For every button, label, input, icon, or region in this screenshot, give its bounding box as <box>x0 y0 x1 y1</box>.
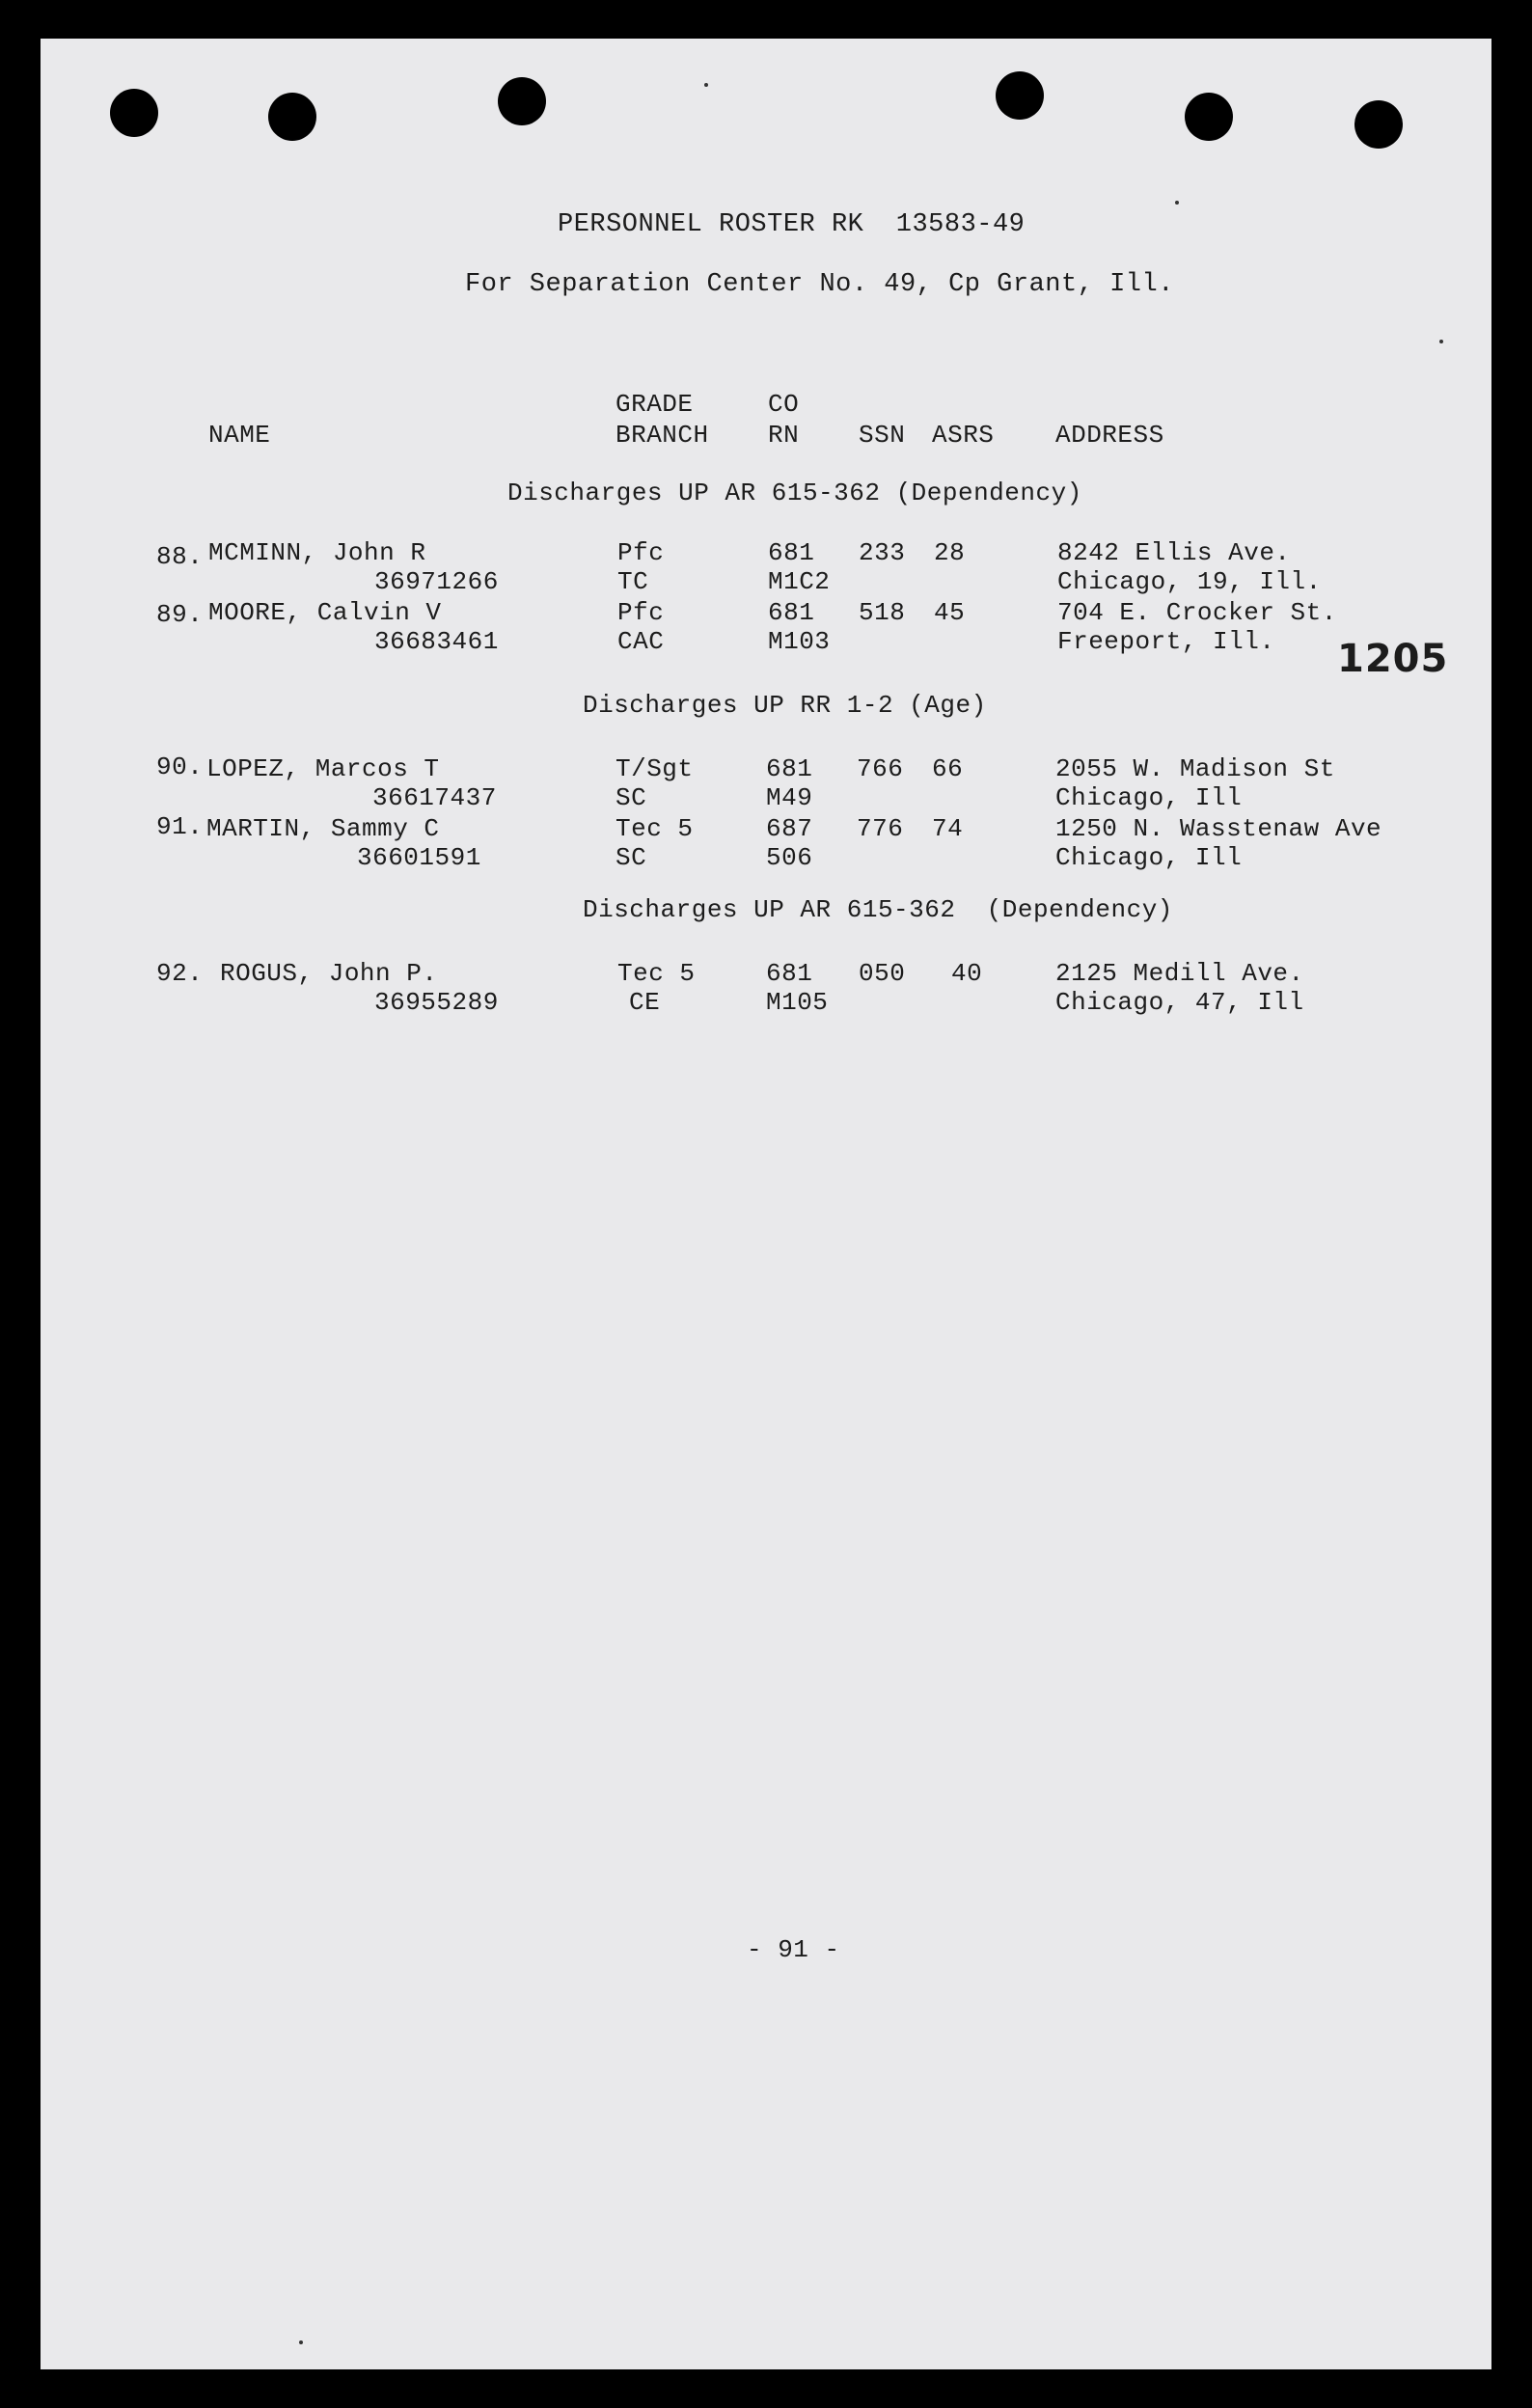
scan-speck <box>1439 340 1443 343</box>
entry-co: 681 <box>766 959 813 988</box>
entry-asrs: 74 <box>932 814 964 843</box>
section-heading: Discharges UP AR 615-362 (Dependency) <box>507 479 1082 507</box>
entry-branch: CAC <box>617 627 665 656</box>
col-header-name: NAME <box>208 421 271 450</box>
entry-name: LOPEZ, Marcos T <box>206 754 440 783</box>
entry-branch: SC <box>616 843 647 872</box>
entry-number: 92. <box>156 959 204 988</box>
col-header-address: ADDRESS <box>1055 421 1164 450</box>
entry-co: 687 <box>766 814 813 843</box>
section-heading: Discharges UP AR 615-362 (Dependency) <box>583 895 1173 924</box>
entry-address-line1: 8242 Ellis Ave. <box>1057 538 1291 567</box>
document-page <box>41 39 1491 2369</box>
entry-rn: 506 <box>766 843 813 872</box>
entry-name: MOORE, Calvin V <box>208 598 442 627</box>
entry-address-line2: Chicago, 47, Ill <box>1055 988 1304 1017</box>
scan-speck <box>704 83 708 87</box>
entry-rn: M105 <box>766 988 829 1017</box>
entry-grade: Pfc <box>617 538 665 567</box>
entry-grade: Pfc <box>617 598 665 627</box>
entry-number: 89. <box>156 600 204 629</box>
col-header-grade: GRADE <box>616 390 694 419</box>
entry-branch: CE <box>629 988 661 1017</box>
entry-name: MARTIN, Sammy C <box>206 814 440 843</box>
entry-serial: 36683461 <box>374 627 499 656</box>
entry-ssn: 776 <box>857 814 904 843</box>
section-heading: Discharges UP RR 1-2 (Age) <box>583 691 987 720</box>
entry-name: ROGUS, John P. <box>220 959 438 988</box>
entry-address-line2: Chicago, Ill <box>1055 843 1243 872</box>
scan-speck <box>1175 201 1179 205</box>
entry-ssn: 518 <box>859 598 906 627</box>
entry-serial: 36601591 <box>357 843 481 872</box>
entry-ssn: 233 <box>859 538 906 567</box>
entry-grade: T/Sgt <box>616 754 694 783</box>
entry-serial: 36955289 <box>374 988 499 1017</box>
stamped-page-number: 1205 <box>1337 637 1449 681</box>
col-header-branch: BRANCH <box>616 421 709 450</box>
entry-co: 681 <box>768 598 815 627</box>
col-header-co: CO <box>768 390 800 419</box>
punch-hole <box>498 77 546 125</box>
entry-address-line1: 2125 Medill Ave. <box>1055 959 1304 988</box>
roster-title: PERSONNEL ROSTER RK 13583-49 <box>558 210 1026 239</box>
entry-asrs: 45 <box>934 598 966 627</box>
punch-hole <box>110 89 158 137</box>
punch-hole <box>268 93 316 141</box>
col-header-ssn: SSN <box>859 421 906 450</box>
entry-co: 681 <box>766 754 813 783</box>
scan-speck <box>299 2340 303 2344</box>
entry-address-line1: 704 E. Crocker St. <box>1057 598 1337 627</box>
roster-subtitle: For Separation Center No. 49, Cp Grant, Ill. <box>465 270 1174 299</box>
punch-hole <box>996 71 1044 120</box>
entry-asrs: 66 <box>932 754 964 783</box>
entry-ssn: 050 <box>859 959 906 988</box>
entry-grade: Tec 5 <box>617 959 696 988</box>
entry-serial: 36971266 <box>374 567 499 596</box>
entry-rn: M103 <box>768 627 831 656</box>
page-number: - 91 - <box>747 1935 840 1964</box>
entry-asrs: 40 <box>951 959 983 988</box>
entry-rn: M1C2 <box>768 567 831 596</box>
entry-number: 88. <box>156 542 204 571</box>
entry-address-line2: Chicago, Ill <box>1055 783 1243 812</box>
entry-address-line1: 1250 N. Wasstenaw Ave <box>1055 814 1382 843</box>
entry-number: 90. <box>156 752 204 781</box>
punch-hole <box>1185 93 1233 141</box>
entry-ssn: 766 <box>857 754 904 783</box>
entry-co: 681 <box>768 538 815 567</box>
entry-grade: Tec 5 <box>616 814 694 843</box>
punch-hole <box>1354 100 1403 149</box>
entry-name: MCMINN, John R <box>208 538 426 567</box>
entry-rn: M49 <box>766 783 813 812</box>
entry-branch: SC <box>616 783 647 812</box>
entry-serial: 36617437 <box>372 783 497 812</box>
col-header-asrs: ASRS <box>932 421 995 450</box>
entry-address-line2: Freeport, Ill. <box>1057 627 1275 656</box>
entry-number: 91. <box>156 812 204 841</box>
entry-branch: TC <box>617 567 649 596</box>
entry-address-line1: 2055 W. Madison St <box>1055 754 1335 783</box>
entry-address-line2: Chicago, 19, Ill. <box>1057 567 1322 596</box>
col-header-rn: RN <box>768 421 800 450</box>
entry-asrs: 28 <box>934 538 966 567</box>
